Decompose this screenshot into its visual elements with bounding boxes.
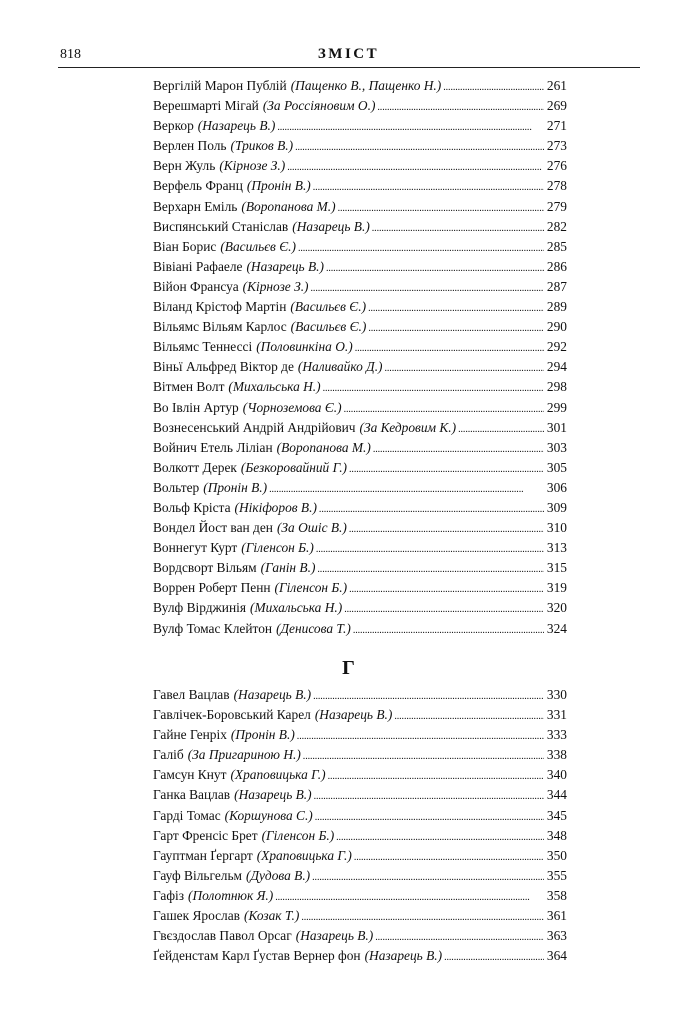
entry-author: (Кірнозе З.) [242, 278, 309, 294]
entry-author: (Козак Т.) [244, 908, 300, 924]
entry-page: 285 [546, 238, 567, 254]
entry-name: Волкотт Дерек [153, 459, 237, 475]
entry-author: (Храповицька Г.) [256, 847, 352, 863]
entry-author: (Безкоровайний Г.) [240, 459, 348, 475]
dot-leader [311, 279, 544, 299]
dot-leader [303, 747, 544, 767]
dot-leader [355, 339, 544, 359]
entry-author: (Назарець В.) [246, 258, 324, 274]
toc-entry [153, 866, 567, 886]
dot-leader [287, 158, 544, 178]
entry-author: (Гіленсон Б.) [274, 580, 348, 596]
entry-name: Гавел Вацлав [153, 687, 230, 702]
toc-entry [153, 76, 567, 96]
entry-name: Гарт Френсіс Брет [153, 827, 258, 843]
entry-name: Вергілій Марон Публій [153, 78, 287, 93]
entry-page: 340 [546, 767, 567, 783]
dot-leader [349, 460, 544, 480]
dot-leader [328, 767, 544, 787]
entry-author: (Чорноземова Є.) [242, 399, 342, 415]
entry-name: Верхарн Еміль [153, 198, 238, 214]
entry-page: 348 [546, 827, 567, 843]
entry-author: (Гіленсон Б.) [241, 540, 314, 556]
entry-page: 364 [546, 948, 567, 964]
dot-leader [458, 420, 544, 440]
toc-entry [153, 745, 567, 765]
entry-name: Війон Франсуа [153, 278, 239, 294]
entry-author: (Назарець В.) [197, 118, 276, 134]
toc-entry [153, 418, 567, 438]
entry-author: (Васильєв Є.) [290, 319, 367, 335]
entry-page: 303 [546, 439, 567, 455]
entry-author: (Назарець В.) [234, 787, 312, 803]
toc-entry [153, 598, 567, 618]
toc-entry [153, 116, 567, 136]
toc-entry [153, 725, 567, 745]
entry-page: 355 [546, 867, 567, 883]
dot-leader [444, 948, 544, 968]
toc-entry [153, 926, 567, 946]
entry-name: Виспянський Станіслав [153, 218, 289, 234]
entry-name: Верн Жуль [153, 158, 216, 174]
entry-author: (За Пригариною Н.) [187, 747, 301, 763]
entry-name: Гайне Генріх [153, 727, 227, 743]
toc-entry [153, 277, 567, 297]
entry-author: (Половинкіна О.) [256, 339, 353, 355]
entry-page: 294 [546, 359, 567, 375]
toc-entry [153, 538, 567, 558]
dot-leader [315, 808, 544, 828]
toc-section-v [153, 76, 567, 639]
entry-name: Воннегут Курт [153, 540, 238, 556]
entry-name: Вознесенський Андрій Андрійович [153, 419, 356, 435]
entry-name: Гамсун Кнут [153, 767, 227, 783]
toc-entry [153, 136, 567, 156]
toc-entry [153, 156, 567, 176]
dot-leader [275, 888, 544, 908]
toc-entry [153, 237, 567, 257]
entry-name: Ганка Вацлав [153, 787, 231, 803]
entry-name: Вольтер [153, 479, 200, 495]
entry-page: 279 [546, 198, 567, 214]
toc-entry [153, 478, 567, 498]
entry-author: (За Кедровим К.) [359, 419, 457, 435]
entry-author: (Триков В.) [230, 138, 294, 154]
dot-leader [344, 600, 544, 620]
dot-leader [313, 687, 544, 707]
dot-leader [338, 199, 544, 219]
dot-leader [349, 520, 544, 540]
entry-name: Гауптман Ґергарт [153, 847, 253, 863]
toc-entry [153, 176, 567, 196]
entry-author: (Пащенко В., Пащенко Н.) [290, 78, 442, 93]
toc-entry [153, 806, 567, 826]
dot-leader [373, 440, 544, 460]
page-number: 818 [60, 47, 81, 62]
entry-author: (Пронін В.) [230, 727, 295, 743]
entry-page: 299 [546, 399, 567, 415]
entry-name: Гашек Ярослав [153, 908, 241, 924]
toc-entry [153, 217, 567, 237]
entry-author: (Назарець В.) [292, 218, 370, 234]
entry-author: (Васильєв Є.) [220, 238, 296, 254]
entry-page: 305 [546, 459, 567, 475]
dot-leader [298, 239, 544, 259]
entry-name: Вольф Кріста [153, 499, 231, 515]
entry-page: 331 [546, 707, 567, 723]
entry-page: 361 [546, 908, 567, 924]
dot-leader [354, 848, 544, 868]
entry-author: (Денисова Т.) [276, 620, 351, 636]
dot-leader [443, 78, 544, 98]
entry-name: Гвєздослав Павол Орсаг [153, 928, 292, 944]
entry-page: 345 [546, 807, 567, 823]
dot-leader [312, 868, 544, 888]
toc-entry [153, 197, 567, 217]
dot-leader [377, 98, 544, 118]
entry-page: 269 [546, 98, 567, 114]
entry-author: (За Россіяновим О.) [262, 98, 376, 114]
entry-name: Гавлічек-Боровський Карел [153, 707, 311, 723]
entry-author: (Пронін В.) [203, 479, 268, 495]
entry-author: (Пронін В.) [246, 178, 311, 194]
dot-leader [301, 908, 544, 928]
dot-leader [323, 379, 544, 399]
toc-entry [153, 357, 567, 377]
dot-leader [326, 259, 544, 279]
entry-name: Верешмарті Мігай [153, 98, 259, 114]
entry-page: 309 [546, 499, 567, 515]
entry-page: 315 [546, 560, 567, 576]
dot-leader [375, 928, 544, 948]
entry-name: Галіб [153, 747, 184, 763]
toc-entry [153, 765, 567, 785]
entry-name: Віланд Крістоф Мартін [153, 299, 287, 315]
dot-leader [353, 621, 544, 641]
dot-leader [394, 707, 544, 727]
entry-page: 276 [546, 158, 567, 174]
entry-author: (Наливайко Д.) [297, 359, 383, 375]
entry-page: 301 [546, 419, 567, 435]
entry-author: (Назарець В.) [314, 707, 393, 723]
toc-entry [153, 337, 567, 357]
toc-entry [153, 518, 567, 538]
entry-page: 278 [546, 178, 567, 194]
entry-name: Вондел Йост ван ден [153, 520, 273, 536]
entry-page: 286 [546, 258, 567, 274]
entry-name: Веркор [153, 118, 194, 134]
dot-leader [368, 299, 544, 319]
entry-name: Вільямс Вільям Карлос [153, 319, 287, 335]
entry-page: 363 [546, 928, 567, 944]
running-title: ЗМІСТ [317, 46, 380, 62]
entry-name: Вулф Вірджинія [153, 600, 247, 616]
toc-entry [153, 438, 567, 458]
toc-entry [153, 906, 567, 926]
entry-page: 324 [546, 620, 567, 636]
entry-author: (Назарець В.) [364, 948, 443, 964]
entry-name: Вулф Томас Клейтон [153, 620, 273, 636]
dot-leader [344, 400, 544, 420]
entry-author: (Воропанова М.) [276, 439, 371, 455]
entry-name: Ґейденстам Карл Ґустав Вернер фон [153, 948, 361, 964]
toc-entry [153, 498, 567, 518]
entry-author: (Назарець В.) [233, 687, 312, 702]
dot-leader [317, 560, 544, 580]
entry-page: 306 [546, 479, 567, 495]
entry-page: 273 [546, 138, 567, 154]
entry-page: 358 [546, 887, 567, 903]
dot-leader [385, 359, 544, 379]
entry-page: 330 [546, 687, 567, 702]
toc-entry [153, 398, 567, 418]
entry-page: 320 [546, 600, 567, 616]
entry-page: 310 [546, 520, 567, 536]
dot-leader [372, 219, 544, 239]
entry-author: (Ганін В.) [260, 560, 316, 576]
entry-author: (Полотнюк Я.) [188, 887, 274, 903]
entry-author: (Гіленсон Б.) [261, 827, 335, 843]
toc-entry [153, 458, 567, 478]
entry-author: (Нікіфоров В.) [234, 499, 317, 515]
entry-name: Гарді Томас [153, 807, 221, 823]
dot-leader [349, 580, 544, 600]
entry-page: 338 [546, 747, 567, 763]
toc-entry [153, 297, 567, 317]
entry-name: Гафіз [153, 887, 185, 903]
entry-author: (Михальська Н.) [228, 379, 321, 395]
dot-leader [368, 319, 544, 339]
entry-name: Гауф Вільгельм [153, 867, 243, 883]
entry-page: 261 [546, 78, 567, 93]
toc-entry [153, 826, 567, 846]
toc-entry [153, 558, 567, 578]
dot-leader [319, 500, 544, 520]
toc-entry [153, 946, 567, 966]
dot-leader [277, 118, 544, 138]
entry-page: 282 [546, 218, 567, 234]
header-rule [58, 67, 640, 68]
entry-name: Верфель Франц [153, 178, 243, 194]
entry-page: 298 [546, 379, 567, 395]
section-letter: Г [342, 657, 355, 679]
entry-name: Верлен Поль [153, 138, 227, 154]
toc-entry [153, 96, 567, 116]
entry-author: (За Ошіс В.) [276, 520, 347, 536]
entry-author: (Кірнозе З.) [219, 158, 286, 174]
entry-author: (Храповицька Г.) [230, 767, 326, 783]
entry-author: (Коршунова С.) [224, 807, 313, 823]
dot-leader [316, 540, 544, 560]
entry-author: (Назарець В.) [295, 928, 374, 944]
toc-entry [153, 377, 567, 397]
dot-leader [269, 480, 544, 500]
entry-page: 289 [546, 299, 567, 315]
dot-leader [297, 727, 544, 747]
entry-name: Вордсворт Вільям [153, 560, 257, 576]
entry-page: 313 [546, 540, 567, 556]
entry-page: 350 [546, 847, 567, 863]
entry-name: Во Івлін Артур [153, 399, 239, 415]
toc-entry [153, 619, 567, 639]
toc-section-h [153, 685, 567, 966]
toc-entry [153, 846, 567, 866]
entry-name: Вітмен Волт [153, 379, 225, 395]
toc-entry [153, 317, 567, 337]
entry-name: Віньї Альфред Віктор де [153, 359, 294, 375]
dot-leader [313, 178, 544, 198]
entry-author: (Михальська Н.) [250, 600, 343, 616]
dot-leader [295, 138, 544, 158]
entry-name: Вівіані Рафаеле [153, 258, 243, 274]
entry-author: (Васильєв Є.) [290, 299, 367, 315]
entry-page: 319 [546, 580, 567, 596]
toc-entry [153, 705, 567, 725]
entry-page: 292 [546, 339, 567, 355]
entry-name: Вільямс Теннессі [153, 339, 253, 355]
entry-page: 287 [546, 278, 567, 294]
dot-leader [336, 828, 544, 848]
entry-page: 344 [546, 787, 567, 803]
toc-entry [153, 578, 567, 598]
entry-name: Воррен Роберт Пенн [153, 580, 271, 596]
entry-page: 271 [546, 118, 567, 134]
toc-entry [153, 886, 567, 906]
toc-entry [153, 785, 567, 805]
entry-page: 290 [546, 319, 567, 335]
toc-entry [153, 685, 567, 705]
entry-name: Віан Борис [153, 238, 217, 254]
entry-author: (Дудова В.) [246, 867, 311, 883]
entry-author: (Воропанова М.) [241, 198, 336, 214]
entry-name: Войнич Етель Ліліан [153, 439, 273, 455]
dot-leader [314, 787, 544, 807]
toc-entry [153, 257, 567, 277]
entry-page: 333 [546, 727, 567, 743]
